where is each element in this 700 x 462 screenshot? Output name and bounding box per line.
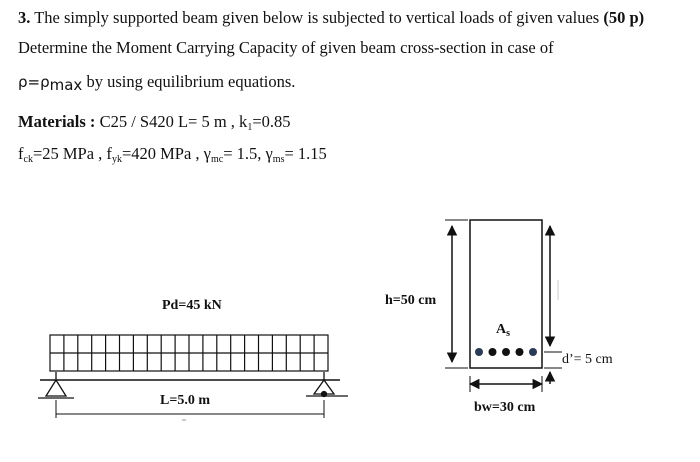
gamma-ms-sub: ms	[272, 154, 285, 165]
pin-support-left	[38, 372, 74, 398]
fck-f: f	[18, 144, 24, 163]
rebar	[502, 348, 510, 356]
span-label: L=5.0 m	[160, 393, 210, 408]
cover-label: d’= 5 cm	[562, 352, 613, 367]
section-outline	[470, 220, 542, 368]
question-number: 3.	[18, 8, 31, 27]
gamma-ms-value: = 1.15	[284, 144, 327, 163]
roller-support-right	[306, 372, 348, 397]
question-task: Determine the Moment Carrying Capacity of given beam cross-section in case of	[18, 38, 554, 57]
materials-value: C25 / S420 L= 5 m , k	[99, 112, 248, 131]
steel-area-symbol: A	[496, 322, 507, 337]
rho-max-sub: max	[49, 76, 83, 94]
question-intro: The simply supported beam given below is subjected to vertical loads of given values	[34, 8, 600, 27]
steel-area-sub: s	[506, 328, 511, 339]
question-points: (50 p)	[603, 8, 645, 27]
tension-rebars	[475, 348, 537, 356]
k1-sub: 1	[247, 122, 253, 133]
fyk-sub: yk	[111, 154, 122, 165]
rebar	[516, 348, 524, 356]
height-label: h=50 cm	[385, 293, 437, 308]
cross-section-diagram	[445, 220, 562, 392]
distributed-load-grid	[50, 335, 328, 371]
fck-sub: ck	[23, 154, 33, 165]
rebar	[529, 348, 537, 356]
gamma-mc-sub: mc	[210, 154, 224, 165]
gamma-mc-value: = 1.5, γ	[223, 144, 273, 163]
condition-rest: by using equilibrium equations.	[82, 72, 296, 91]
fck-value: =25 MPa , f	[32, 144, 112, 163]
rebar	[489, 348, 497, 356]
k1-value: =0.85	[252, 112, 291, 131]
rebar	[475, 348, 483, 356]
load-label: Pd=45 kN	[162, 298, 222, 313]
materials-label: Materials :	[18, 112, 96, 131]
fyk-value: =420 MPa , γ	[121, 144, 211, 163]
width-label: bw=30 cm	[474, 400, 536, 415]
rho-symbol: ρ=ρ	[18, 73, 50, 91]
steel-area-label	[496, 322, 510, 339]
